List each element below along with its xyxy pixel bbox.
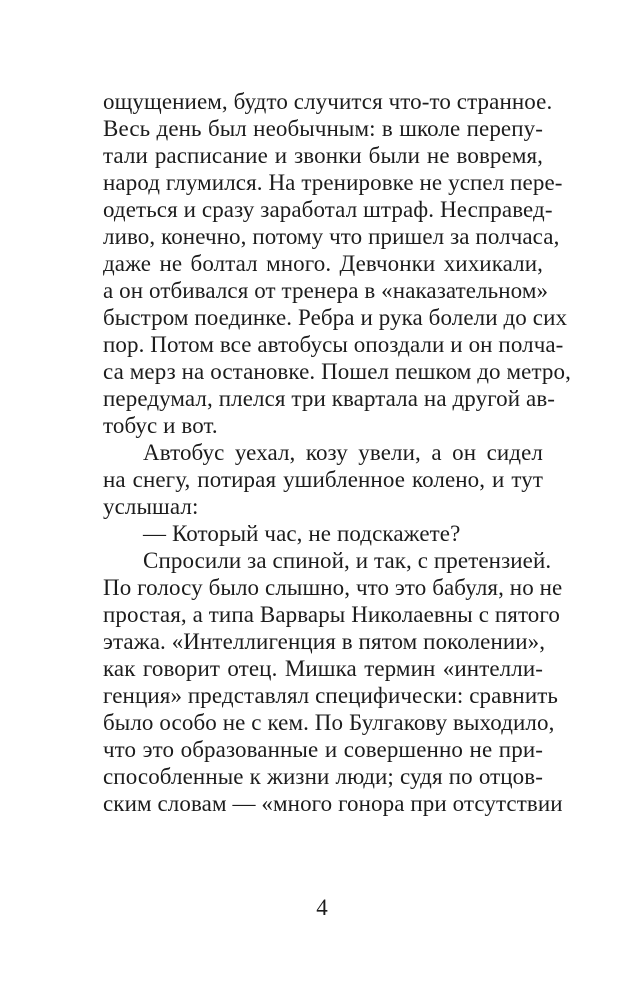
text-line: передумал, плелся три квартала на другой ав- [103, 386, 556, 411]
text-line: способленные к жизни люди; судя по отцов- [103, 764, 543, 789]
text-line: По голосу было слышно, что это бабуля, но не [103, 575, 563, 600]
text-line: одеться и сразу заработал штраф. Несправед- [103, 197, 553, 222]
text-line: тобус и вот. [103, 413, 218, 438]
text-line: этажа. «Интеллигенция в пятом поколении», [103, 629, 546, 654]
text-line: простая, а типа Варвары Николаевны с пятого [103, 602, 560, 627]
text-line: ощущением, будто случится что-то странное. [103, 89, 553, 114]
text-line: народ глумился. На тренировке не успел пере- [103, 170, 563, 195]
text-line: даже не болтал много. Девчонки хихикали, [103, 251, 543, 276]
paragraph-first-line: Спросили за спиной, и так, с претензией. [143, 548, 552, 573]
text-line: са мерз на остановке. Пошел пешком до метро, [103, 359, 571, 384]
dialogue-line: — Который час, не подскажете? [143, 521, 461, 546]
text-line: тали расписание и звонки были не вовремя, [103, 143, 543, 168]
text-line: было особо не с кем. По Булгакову выходило, [103, 710, 555, 735]
text-line: что это образованные и совершенно не при- [103, 737, 543, 762]
text-line: на снегу, потирая ушибленное колено, и тут [103, 467, 543, 492]
text-line: как говорит отец. Мишка термин «интелли- [103, 656, 543, 681]
text-line: а он отбивался от тренера в «наказательном» [103, 278, 549, 303]
text-line: ским словам — «много гонора при отсутствии [103, 791, 563, 816]
text-line: генция» представлял специфически: сравнить [103, 683, 558, 708]
text-line: Весь день был необычным: в школе перепу- [103, 116, 543, 141]
page-number: 4 [316, 895, 328, 920]
paragraph-first-line: Автобус уехал, козу увели, а он сидел [143, 440, 543, 465]
text-line: ливо, конечно, потому что пришел за полчаса, [103, 224, 560, 249]
text-line: быстром поединке. Ребра и рука болели до сих [103, 305, 568, 330]
text-line: пор. Потом все автобусы опоздали и он полча- [103, 332, 564, 357]
text-line: услышал: [103, 494, 199, 519]
